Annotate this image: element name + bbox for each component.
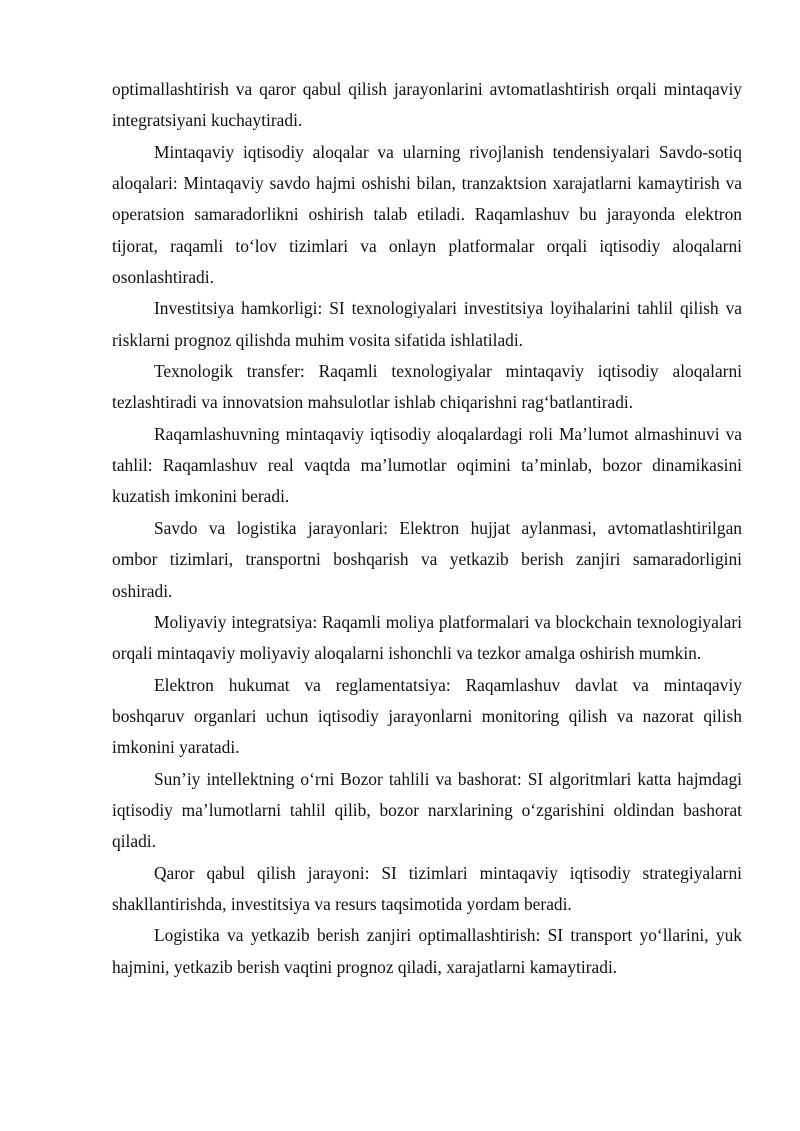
- document-page: [112, 74, 742, 983]
- paragraph-ai-role: Sun’iy intellektning o‘rni Bozor tahlili va bashorat: SI algoritmlari katta hajmdagi iqtisodiy ma’lumotlarni tahlil qilib, bozor narxlarining o‘zgarishini oldindan bashorat qiladi.: [112, 768, 742, 852]
- paragraph-financial-integration: Moliyaviy integratsiya: Raqamli moliya platformalari va blockchain texnologiyalari orqali mintaqaviy moliyaviy aloqalarni ishonchli va tezkor amalga oshirish mumkin.: [112, 611, 742, 664]
- paragraph-continuation: optimallashtirish va qaror qabul qilish jarayonlarini avtomatlashtirish orqali mintaqaviy integratsiyani kuchaytiradi.: [112, 79, 742, 131]
- paragraph-digitalization-role: Raqamlashuvning mintaqaviy iqtisodiy aloqalardagi roli Ma’lumot almashinuvi va tahlil: Raqamlashuv real vaqtda ma’lumotlar oqimini ta’minlab, bozor dinamikasini kuzatish imkonini beradi.: [112, 423, 742, 507]
- paragraph-decision-making: Qaror qabul qilish jarayoni: SI tizimlari mintaqaviy iqtisodiy strategiyalarni shakllantirishda, investitsiya va resurs taqsimotida yordam beradi.: [112, 862, 742, 914]
- paragraph-e-government: Elektron hukumat va reglamentatsiya: Raqamlashuv davlat va mintaqaviy boshqaruv organlari uchun iqtisodiy jarayonlarni monitoring qilish va nazorat qilish imkonini yaratadi.: [112, 674, 742, 758]
- paragraph-logistics-optimization: Logistika va yetkazib berish zanjiri optimallashtirish: SI transport yo‘llarini, yuk hajmini, yetkazib berish vaqtini prognoz qiladi, xarajatlarni kamaytiradi.: [112, 925, 742, 977]
- paragraph-investment: Investitsiya hamkorligi: SI texnologiyalari investitsiya loyihalarini tahlil qilish va risklarni prognoz qilishda muhim vosita sifatida ishlatiladi.: [112, 298, 742, 350]
- paragraph-trade-logistics: Savdo va logistika jarayonlari: Elektron hujjat aylanmasi, avtomatlashtirilgan ombor tizimlari, transportni boshqarish va yetkazib berish zanjiri samaradorligini oshiradi.: [112, 517, 742, 601]
- paragraph-regional-relations: Mintaqaviy iqtisodiy aloqalar va ularning rivojlanish tendensiyalari Savdo-sotiq aloqalari: Mintaqaviy savdo hajmi oshishi bilan, tranzaktsion xarajatlarni kamaytirish va operatsion samaradorlikni oshirish talab etiladi. Raqamlashuv bu jarayonda elektron tijorat, raqamli to‘lov tizimlari va onlayn platformalar orqali iqtisodiy aloqalarni osonlashtiradi.: [112, 141, 742, 288]
- paragraph-tech-transfer: Texnologik transfer: Raqamli texnologiyalar mintaqaviy iqtisodiy aloqalarni tezlashtiradi va innovatsion mahsulotlar ishlab chiqarishni rag‘batlantiradi.: [112, 361, 742, 413]
